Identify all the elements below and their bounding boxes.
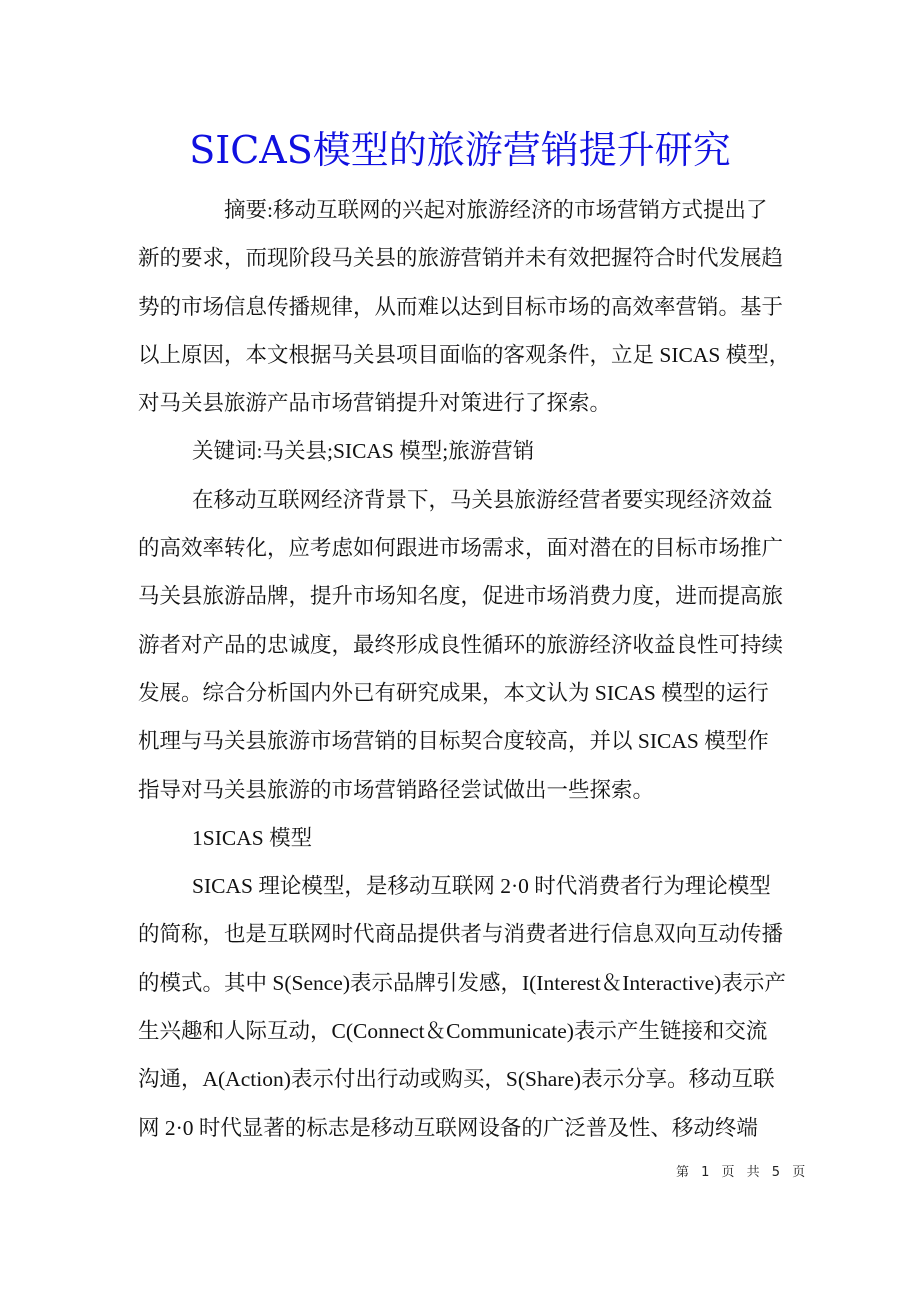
paragraph-line: 生兴趣和人际互动，C(Connect＆Communicate)表示产生链接和交流 — [138, 1019, 768, 1044]
section-heading: 1SICAS 模型 — [192, 825, 313, 850]
paragraph-line: 网 2·0 时代显著的标志是移动互联网设备的广泛普及性、移动终端 — [138, 1115, 758, 1140]
paragraph-line: 在移动互联网经济背景下，马关县旅游经营者要实现经济效益 — [192, 487, 773, 512]
keywords-line: 关键词:马关县;SICAS 模型;旅游营销 — [192, 439, 535, 464]
paragraph-line: 的模式。其中 S(Sence)表示品牌引发感，I(Interest＆Interactive)表示产 — [138, 970, 786, 995]
document-body — [138, 186, 791, 1152]
paragraph-line: 发展。综合分析国内外已有研究成果，本文认为 SICAS 模型的运行 — [138, 680, 769, 705]
abstract-line: 对马关县旅游产品市场营销提升对策进行了探索。 — [138, 391, 612, 416]
abstract-line: 新的要求，而现阶段马关县的旅游营销并未有效把握符合时代发展趋 — [138, 246, 784, 271]
paragraph-line: 的高效率转化，应考虑如何跟进市场需求，面对潜在的目标市场推广 — [138, 536, 784, 561]
paragraph-line: 机理与马关县旅游市场营销的目标契合度较高，并以 SICAS 模型作 — [138, 729, 769, 754]
paragraph-line: 马关县旅游品牌，提升市场知名度，促进市场消费力度，进而提高旅 — [138, 584, 784, 609]
paragraph-line: 游者对产品的忠诚度，最终形成良性循环的旅游经济收益良性可持续 — [138, 632, 784, 657]
abstract-line: 势的市场信息传播规律，从而难以达到目标市场的高效率营销。基于 — [138, 294, 784, 319]
paragraph-line: 指导对马关县旅游的市场营销路径尝试做出一些探索。 — [138, 777, 655, 802]
abstract-line: 以上原因，本文根据马关县项目面临的客观条件，立足 SICAS 模型， — [138, 342, 791, 367]
paragraph-line: SICAS 理论模型，是移动互联网 2·0 时代消费者行为理论模型 — [192, 874, 771, 899]
document-title: SICAS模型的旅游营销提升研究 — [189, 128, 731, 172]
paragraph-line: 沟通，A(Action)表示付出行动或购买，S(Share)表示分享。移动互联 — [138, 1067, 775, 1092]
paragraph-line: 的简称，也是互联网时代商品提供者与消费者进行信息双向互动传播 — [138, 922, 784, 947]
abstract-line: 摘要:移动互联网的兴起对旅游经济的市场营销方式提出了 — [224, 198, 768, 222]
page-number-footer: 第 1 页 共 5 页 — [676, 1165, 810, 1180]
